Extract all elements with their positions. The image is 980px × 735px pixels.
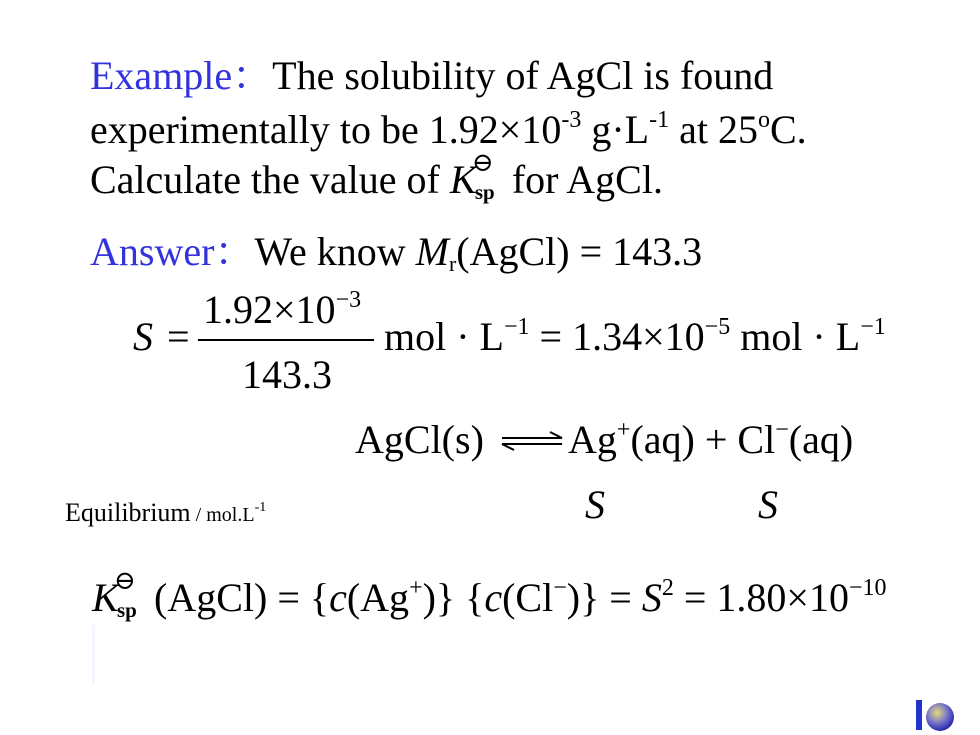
numerator-exponent: −3 <box>335 287 362 313</box>
fraction-denominator: 143.3 <box>242 352 332 397</box>
unit-1: mol · L <box>384 314 504 359</box>
example-line-2 <box>90 107 807 152</box>
unit-2-exponent: −1 <box>860 314 886 340</box>
equilibrium-arrow-icon <box>500 430 566 452</box>
silver-ion: Ag <box>568 417 617 462</box>
equals-sign: = <box>167 314 190 359</box>
s-variable: S <box>641 575 662 620</box>
equilibrium-s-silver: S <box>585 482 605 527</box>
chloride-state: (aq) <box>788 417 854 462</box>
ksp-result: = 1.80×10 <box>673 575 849 620</box>
chloride-ion: Cl <box>737 417 776 462</box>
ten-base: 10 <box>521 107 562 152</box>
temperature-prefix: at 25 <box>669 107 758 152</box>
standard-state-icon: ⊖ <box>471 148 494 177</box>
k-letter: K <box>92 575 119 620</box>
r-subscript: r <box>448 251 457 276</box>
s-variable: S <box>133 314 153 359</box>
silver-ion: (Ag <box>346 575 410 620</box>
decorative-stroke <box>92 625 95 683</box>
sp-subscript: sp <box>117 598 137 622</box>
reaction-left: AgCl(s) <box>355 417 484 462</box>
silver-charge: + <box>409 575 423 601</box>
solubility-value: experimentally to be 1.92 <box>90 107 499 152</box>
solubility-result <box>384 314 886 359</box>
concentration-symbol: c <box>484 575 503 620</box>
sp-subscript: sp <box>474 180 495 204</box>
answer-colon: ： <box>214 229 255 274</box>
example-line-1 <box>90 53 774 98</box>
celsius-unit: C. <box>769 107 807 152</box>
result-value: = 1.34×10 <box>539 314 705 359</box>
times-symbol: × <box>498 107 522 152</box>
fraction-bar <box>198 339 374 341</box>
ksp-expression <box>92 566 887 622</box>
braces: )} { <box>422 575 485 620</box>
equilibrium-label <box>65 500 266 526</box>
exponent: -1 <box>649 107 670 133</box>
example-label: Example <box>90 53 233 98</box>
answer-label: Answer <box>90 229 215 274</box>
example-colon: ： <box>232 53 273 98</box>
equilibrium-s-chloride: S <box>758 482 778 527</box>
calculate-text: Calculate the value of <box>90 157 450 202</box>
logo-icon <box>914 700 968 732</box>
degree-symbol: o <box>757 107 770 133</box>
chloride-ion: (Cl <box>502 575 554 620</box>
answer-line <box>90 229 703 276</box>
silver-charge: + <box>616 417 631 443</box>
equilibrium-text: Equilibrium <box>65 498 191 527</box>
molar-mass-expression: (AgCl) = 143.3 <box>456 229 703 274</box>
chloride-charge: − <box>775 417 789 443</box>
k-letter: K <box>449 157 477 202</box>
concentration-symbol: c <box>329 575 347 620</box>
plus-sign: + <box>704 417 728 462</box>
ksp-symbol <box>449 148 512 204</box>
equilibrium-unit-exponent: -1 <box>254 500 267 515</box>
ksp-symbol <box>92 566 154 622</box>
for-agcl-text: for AgCl. <box>511 157 663 202</box>
exponent: -3 <box>561 107 582 133</box>
fraction-numerator <box>203 287 362 332</box>
result-exponent: −5 <box>704 314 731 340</box>
example-line-3 <box>90 148 663 204</box>
ksp-agcl: (AgCl) = { <box>154 575 330 620</box>
example-text-1: The solubility of AgCl is found <box>272 53 774 98</box>
unit: g·L <box>581 107 650 152</box>
numerator-value: 1.92×10 <box>203 287 336 332</box>
reaction-right <box>568 417 854 462</box>
chloride-charge: − <box>553 575 567 601</box>
molar-mass-symbol: M <box>415 229 449 274</box>
s-exponent: 2 <box>661 575 674 601</box>
ksp-result-exponent: −10 <box>848 575 887 601</box>
equals: )} = <box>566 575 642 620</box>
equilibrium-unit: / mol.L <box>190 504 255 526</box>
answer-text: We know <box>254 229 416 274</box>
silver-state: (aq) <box>630 417 695 462</box>
standard-state-icon: ⊖ <box>114 566 136 595</box>
unit-1-exponent: −1 <box>503 314 530 340</box>
unit-2: mol · L <box>740 314 861 359</box>
